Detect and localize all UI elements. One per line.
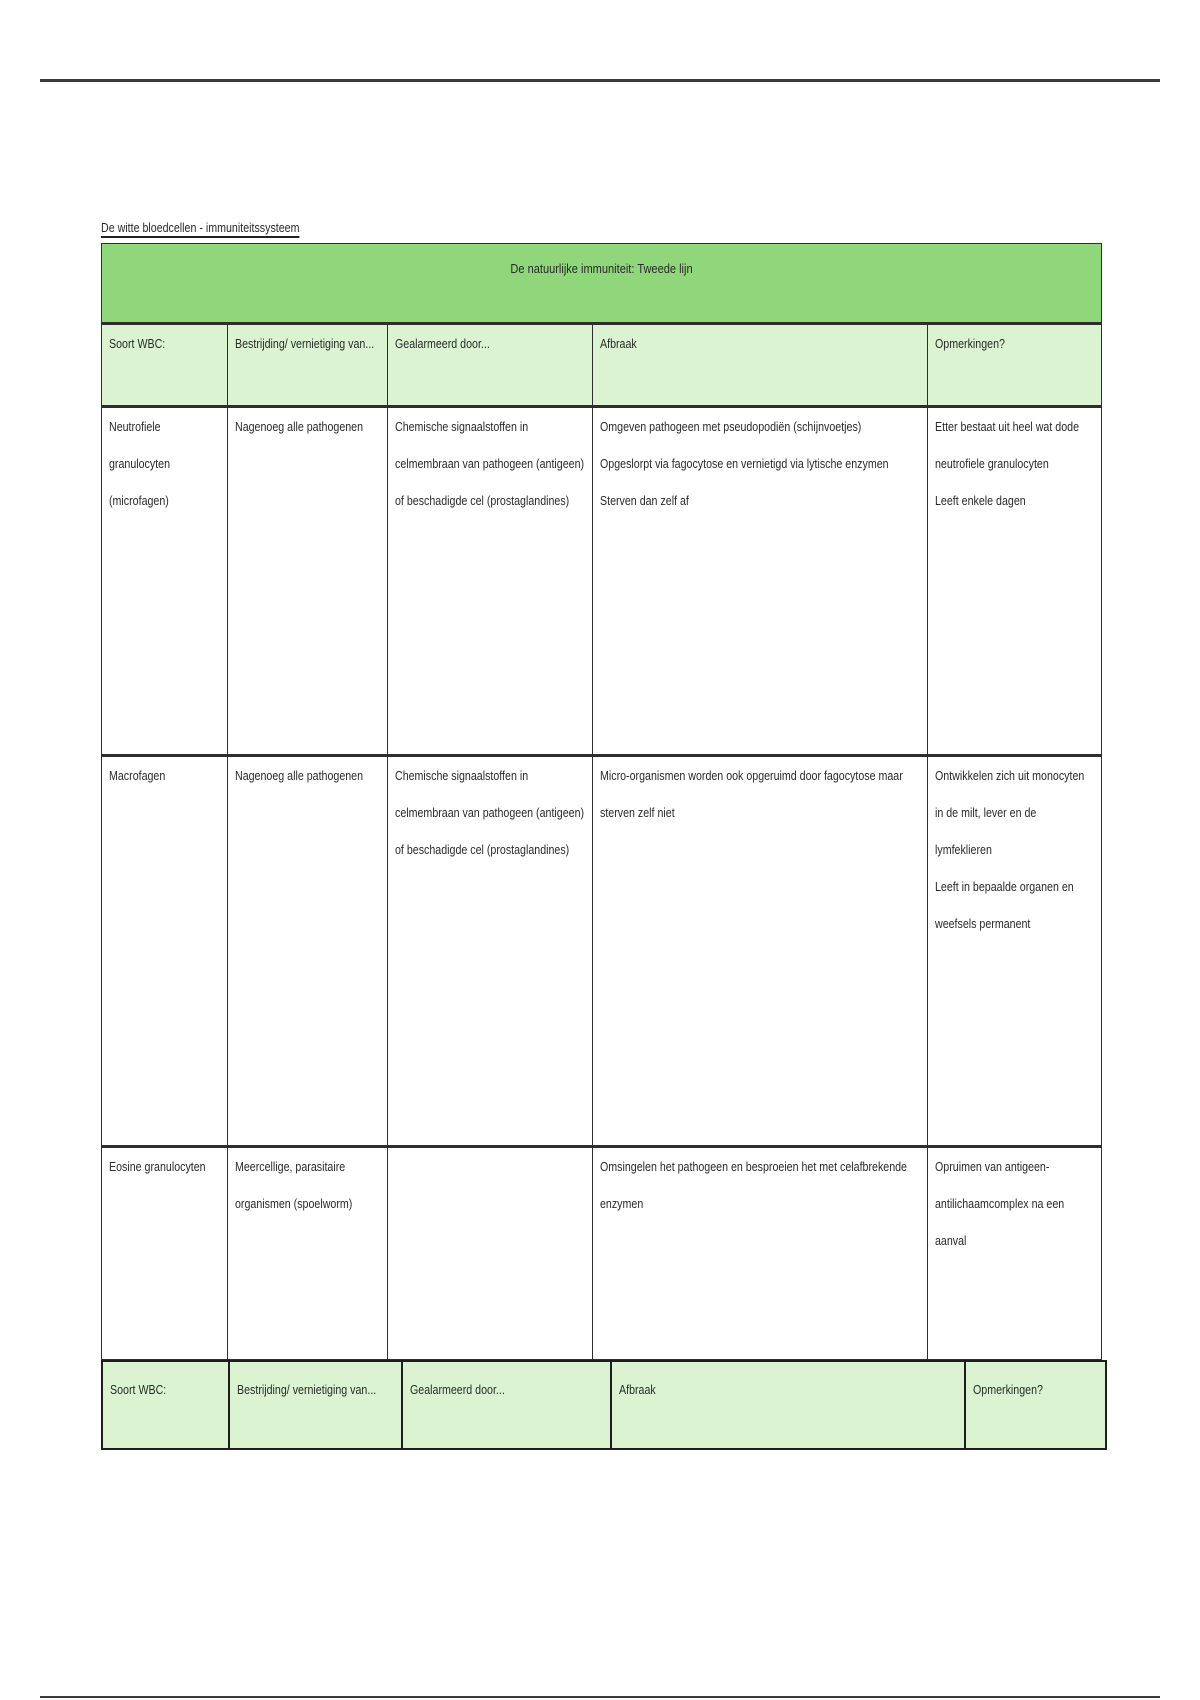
top-rule — [40, 79, 1160, 82]
table-header-row — [102, 1361, 1106, 1449]
table-header-row — [102, 324, 1102, 407]
cell-gealarmeerd: Chemische signaalstoffen in celmembraan van pathogeen (antigeen) of beschadigde cel (prostaglandines) — [388, 407, 593, 756]
cell-soort: Macrofagen — [102, 756, 228, 1147]
cell-opmerkingen: Ontwikkelen zich uit monocyten in de milt, lever en de lymfeklieren Leeft in bepaalde organen en weefsels permanent — [928, 756, 1102, 1147]
cell-gealarmeerd: Chemische signaalstoffen in celmembraan van pathogeen (antigeen) of beschadigde cel (prostaglandines) — [388, 756, 593, 1147]
header-opmerkingen: Opmerkingen? — [965, 1361, 1106, 1449]
cell-gealarmeerd — [388, 1147, 593, 1360]
immunity-table — [101, 243, 1102, 1360]
second-table-header — [101, 1360, 1107, 1450]
table-row — [102, 756, 1102, 1147]
header-afbraak: Afbraak — [611, 1361, 965, 1449]
header-soort: Soort WBC: — [102, 324, 228, 407]
header-bestrijding: Bestrijding/ vernietiging van... — [229, 1361, 402, 1449]
header-opmerkingen: Opmerkingen? — [928, 324, 1102, 407]
table-row — [102, 407, 1102, 756]
cell-bestrijding: Nagenoeg alle pathogenen — [228, 407, 388, 756]
cell-soort: Neutrofiele granulocyten (microfagen) — [102, 407, 228, 756]
header-afbraak: Afbraak — [593, 324, 928, 407]
cell-bestrijding: Nagenoeg alle pathogenen — [228, 756, 388, 1147]
header-gealarmeerd: Gealarmeerd door... — [388, 324, 593, 407]
document-title: De witte bloedcellen - immuniteitssysteem — [101, 220, 299, 238]
cell-afbraak: Omgeven pathogeen met pseudopodiën (schijnvoetjes) Opgeslorpt via fagocytose en vernietigd via lytische enzymen Sterven dan zelf af — [593, 407, 928, 756]
cell-afbraak: Omsingelen het pathogeen en besproeien het met celafbrekende enzymen — [593, 1147, 928, 1360]
header-soort: Soort WBC: — [102, 1361, 229, 1449]
cell-opmerkingen: Opruimen van antigeen- antilichaamcomplex na een aanval — [928, 1147, 1102, 1360]
cell-soort: Eosine granulocyten — [102, 1147, 228, 1360]
header-bestrijding: Bestrijding/ vernietiging van... — [228, 324, 388, 407]
cell-afbraak: Micro-organismen worden ook opgeruimd door fagocytose maar sterven zelf niet — [593, 756, 928, 1147]
cell-bestrijding: Meercellige, parasitaire organismen (spoelworm) — [228, 1147, 388, 1360]
bottom-rule — [40, 1696, 1160, 1698]
header-gealarmeerd: Gealarmeerd door... — [402, 1361, 611, 1449]
table-row — [102, 1147, 1102, 1360]
table-title: De natuurlijke immuniteit: Tweede lijn — [102, 244, 1102, 324]
cell-opmerkingen: Etter bestaat uit heel wat dode neutrofiele granulocyten Leeft enkele dagen — [928, 407, 1102, 756]
